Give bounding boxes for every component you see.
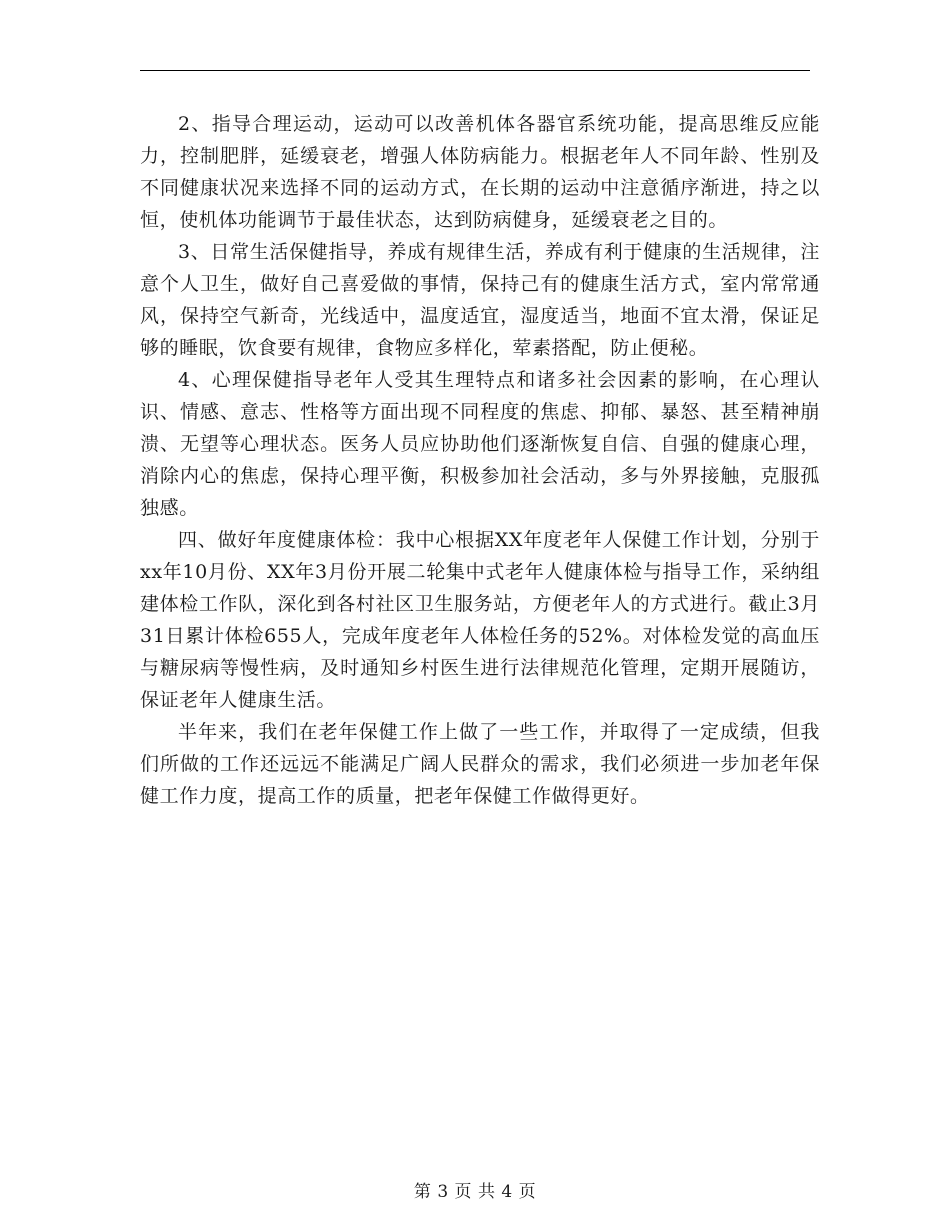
paragraph-daily-life-guidance: 3、日常生活保健指导，养成有规律生活，养成有利于健康的生活规律，注意个人卫生，做好自己喜爱做的事情，保持己有的健康生活方式，室内常常通风，保持空气新奇，光线适中，温度适宜，湿度适当，地面不宜太滑，保证足够的睡眠，饮食要有规律，食物应多样化，荤素搭配，防止便秘。 [140,241,820,359]
paragraph-mental-health-guidance: 4、心理保健指导老年人受其生理特点和诸多社会因素的影响，在心理认识、情感、意志、性格等方面出现不同程度的焦虑、抑郁、暴怒、甚至精神崩溃、无望等心理状态。医务人员应协助他们逐渐恢复自信、自强的健康心理，消除内心的焦虑，保持心理平衡，积极参加社会活动，多与外界接触，克服孤独感。 [140,369,820,519]
page-number-label: 第 3 页 共 4 页 [413,1182,537,1202]
header-rule [140,70,810,71]
document-body [140,108,820,812]
paragraph-annual-checkup: 四、做好年度健康体检：我中心根据XX年度老年人保健工作计划，分别于xx年10月份、XX年3月份开展二轮集中式老年人健康体检与指导工作，采纳组建体检工作队，深化到各村社区卫生服务站，方便老年人的方式进行。截止3月31日累计体检655人，完成年度老年人体检任务的52%。对体检发觉的高血压与糖尿病等慢性病，及时通知乡村医生进行法律规范化管理，定期开展随访，保证老年人健康生活。 [140,529,820,711]
page-footer [0,1181,950,1203]
paragraph-exercise-guidance: 2、指导合理运动，运动可以改善机体各器官系统功能，提高思维反应能力，控制肥胖，延缓衰老，增强人体防病能力。根据老年人不同年龄、性别及不同健康状况来选择不同的运动方式，在长期的运动中注意循序渐进，持之以恒，使机体功能调节于最佳状态，达到防病健身，延缓衰老之目的。 [140,113,820,231]
paragraph-summary: 半年来，我们在老年保健工作上做了一些工作，并取得了一定成绩，但我们所做的工作还远远不能满足广阔人民群众的需求，我们必须进一步加老年保健工作力度，提高工作的质量，把老年保健工作做得更好。 [140,721,820,807]
